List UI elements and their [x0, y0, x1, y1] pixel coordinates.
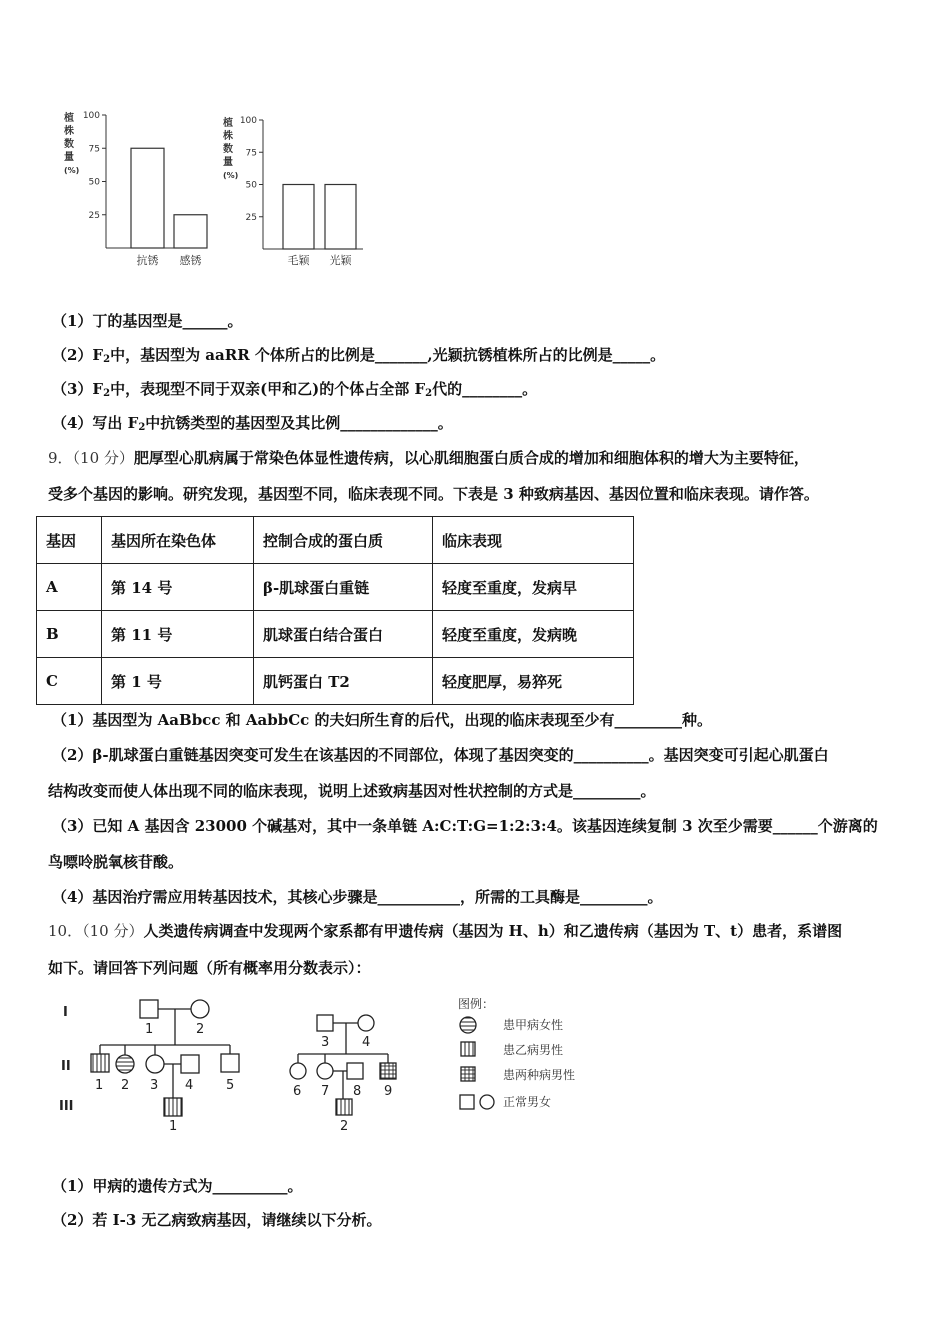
- f2-label: 8: [353, 1084, 362, 1099]
- f2-II9-male-both-diseases: [380, 1063, 396, 1079]
- bar-chart-rust-resistance: [58, 105, 223, 273]
- legend-symbol-disease-a-female: [460, 1017, 476, 1033]
- f1-III1-male-disease-b: [164, 1098, 182, 1116]
- bar: [131, 148, 164, 248]
- q10-number: 10．: [48, 922, 83, 940]
- table-row: [37, 611, 634, 658]
- y-axis-label-char: 植: [64, 113, 74, 124]
- f1-label: 1: [95, 1078, 104, 1093]
- table-header-cell: 基因: [37, 517, 102, 564]
- table-cell: C: [37, 658, 102, 705]
- gene-table: [36, 516, 634, 705]
- y-axis-label-char: 植: [223, 118, 233, 129]
- q9-intro-line2: 受多个基因的影响。研究发现，基因型不同，临床表现不同。下表是 3 种致病基因、基因位置和临床表现。请作答。: [48, 485, 819, 503]
- table-header-cell: 临床表现: [433, 517, 634, 564]
- gen-label-II: II: [61, 1059, 71, 1074]
- q10-sub2: （2）若 I-3 无乙病致病基因，请继续以下分析。: [52, 1211, 382, 1229]
- f2-label: 3: [321, 1035, 330, 1050]
- f1-label: 1: [145, 1022, 154, 1037]
- q10-points: （10 分）: [82, 922, 144, 940]
- legend-label: 患两种病男性: [503, 1068, 576, 1082]
- y-tick-label: 50: [245, 180, 257, 191]
- bar: [283, 185, 314, 250]
- gen-label-III: III: [59, 1099, 74, 1114]
- gen-label-I: I: [63, 1005, 68, 1020]
- y-axis-label-char: (%): [64, 166, 80, 175]
- bar: [174, 215, 207, 248]
- f1-label: 2: [121, 1078, 130, 1093]
- legend-label: 正常男女: [503, 1095, 552, 1109]
- q8-sub3: $(3)F_2$中，表现型不同于双亲(甲和乙)的个体占全部 $F_2$代的________。: [52, 380, 538, 399]
- table-cell: 第 1 号: [102, 658, 254, 705]
- q10-sub1: （1）甲病的遗传方式为__________。: [52, 1177, 303, 1195]
- table-cell: β-肌球蛋白重链: [254, 564, 433, 611]
- table-cell: 第 14 号: [102, 564, 254, 611]
- q9-intro-line1: 9．（10 分）肥厚型心肌病属于常染色体显性遗传病，以心肌细胞蛋白质合成的增加和细胞体积的增大为主要特征，: [48, 449, 809, 467]
- y-tick-label: 100: [82, 111, 100, 121]
- q10-intro-line1: 10．（10 分）人类遗传病调查中发现两个家系都有甲遗传病（基因为 H、h）和乙遗传病（基因为 T、t）患者，系谱图: [48, 922, 843, 940]
- f2-I4-female: [358, 1015, 374, 1031]
- chart-2-group: [222, 116, 363, 267]
- y-axis-label-char: 量: [223, 157, 233, 168]
- f2-II6-female: [290, 1063, 306, 1079]
- x-tick-label: 光颖: [329, 254, 352, 267]
- table-cell: 肌钙蛋白 T2: [254, 658, 433, 705]
- q10-intro-line2: 如下。请回答下列问题（所有概率用分数表示）：: [48, 959, 371, 977]
- table-cell: 轻度肥厚，易猝死: [433, 658, 634, 705]
- q9-sub1: （1）基因型为 AaBbcc 和 AabbCc 的夫妇所生育的后代，出现的临床表现至少有_________种。: [52, 711, 713, 729]
- y-axis-label-char: 量: [64, 152, 74, 163]
- legend-label: 患甲病女性: [503, 1018, 564, 1032]
- q8-sub1: （1）丁的基因型是______。: [52, 312, 243, 330]
- legend-title: 图例：: [458, 997, 495, 1011]
- f1-I1-male: [140, 1000, 158, 1018]
- table-cell: 轻度至重度，发病晚: [433, 611, 634, 658]
- f1-label: 5: [226, 1078, 235, 1093]
- y-axis-label-char: 株: [223, 131, 233, 142]
- table-cell: 第 11 号: [102, 611, 254, 658]
- y-axis-label-char: (%): [223, 171, 239, 180]
- f1-II1-male-disease-b: [91, 1054, 109, 1072]
- y-tick-label: 75: [88, 144, 100, 155]
- table-header-row: [37, 517, 634, 564]
- f1-label: 3: [150, 1078, 159, 1093]
- f2-label: 9: [384, 1084, 393, 1099]
- f2-I3-male: [317, 1015, 333, 1031]
- table-row: [37, 564, 634, 611]
- f1-II3-female: [146, 1055, 164, 1073]
- legend-symbol-normal-female: [480, 1095, 494, 1109]
- f1-II5-male: [221, 1054, 239, 1072]
- y-axis-label-char: 数: [64, 139, 74, 150]
- legend-symbol-normal-male: [460, 1095, 474, 1109]
- f1-II4-male: [181, 1055, 199, 1073]
- f2-label: 6: [293, 1084, 302, 1099]
- table-cell: 肌球蛋白结合蛋白: [254, 611, 433, 658]
- q9-points: （10 分）: [72, 449, 134, 467]
- y-tick-label: 100: [239, 116, 257, 126]
- bar-chart-glume-hair: [215, 108, 375, 273]
- f1-II2-female-disease-a: [116, 1055, 134, 1073]
- x-tick-label: 毛颖: [287, 254, 310, 267]
- table-header-cell: 基因所在染色体: [102, 517, 254, 564]
- table-header-cell: 控制合成的蛋白质: [254, 517, 433, 564]
- f2-label: 4: [362, 1035, 371, 1050]
- chart-1-group: [63, 111, 207, 267]
- legend-symbol-disease-b-male: [461, 1042, 475, 1056]
- f2-II8-male: [347, 1063, 363, 1079]
- f2-label: 2: [340, 1119, 349, 1132]
- table-cell: B: [37, 611, 102, 658]
- q9-sub3-line2: 鸟嘌呤脱氧核苷酸。: [48, 853, 184, 871]
- f1-label: 4: [185, 1078, 194, 1093]
- q8-sub2: $(2)F_2$中，基因型为 aaRR 个体所占的比例是_______,光颖抗锈植株所占的比例是_____。: [52, 346, 666, 365]
- q9-sub2-line1: （2）β-肌球蛋白重链基因突变可发生在该基因的不同部位，体现了基因突变的__________。基因突变可引起心肌蛋白: [52, 746, 829, 764]
- q8-sub4: （4）写出 $F_2$中抗锈类型的基因型及其比例_____________。: [52, 414, 453, 433]
- table-cell: 轻度至重度，发病早: [433, 564, 634, 611]
- f1-label: 2: [196, 1022, 205, 1037]
- y-tick-label: 75: [245, 148, 257, 159]
- y-axis-label-char: 株: [64, 126, 74, 137]
- q9-sub2-line2: 结构改变而使人体出现不同的临床表现，说明上述致病基因对性状控制的方式是_________。: [48, 782, 656, 800]
- y-axis-label-char: 数: [223, 144, 233, 155]
- y-tick-label: 25: [245, 212, 257, 223]
- f2-III2-male-disease-b: [336, 1099, 352, 1115]
- table-cell: A: [37, 564, 102, 611]
- q9-sub4: （4）基因治疗需应用转基因技术，其核心步骤是___________，所需的工具酶是_________。: [52, 888, 663, 906]
- q9-sub3-line1: （3）已知 A 基因含 23000 个碱基对，其中一条单链 A:C:T:G=1:2:3:4。该基因连续复制 3 次至少需要______个游离的: [52, 817, 878, 835]
- q9-number: 9．: [48, 449, 73, 467]
- bar: [325, 185, 356, 250]
- f2-label: 7: [321, 1084, 330, 1099]
- f1-I2-female: [191, 1000, 209, 1018]
- y-tick-label: 25: [88, 210, 100, 221]
- legend-label: 患乙病男性: [503, 1043, 564, 1057]
- x-tick-label: 抗锈: [136, 254, 159, 267]
- legend-symbol-both-diseases-male: [461, 1067, 475, 1081]
- table-row: [37, 658, 634, 705]
- pedigree-diagram: [55, 992, 595, 1132]
- x-tick-label: 感锈: [179, 254, 202, 267]
- f2-II7-female: [317, 1063, 333, 1079]
- f1-label: 1: [169, 1119, 178, 1132]
- y-tick-label: 50: [88, 177, 100, 188]
